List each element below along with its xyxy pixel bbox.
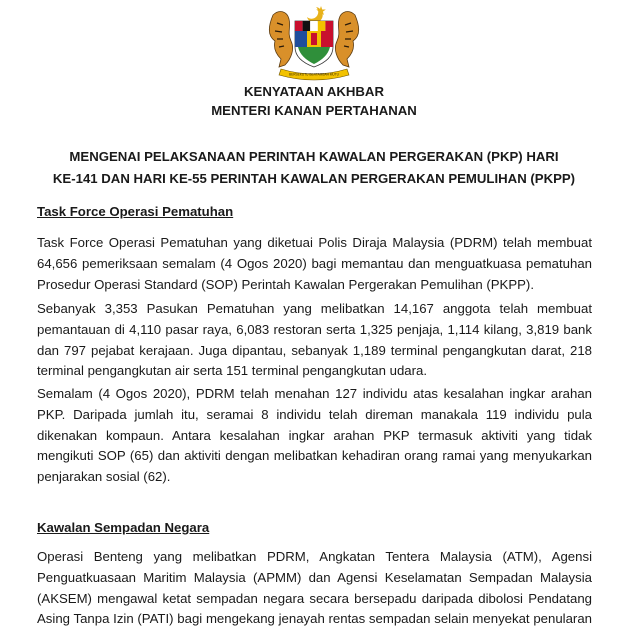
paragraph-2: Sebanyak 3,353 Pasukan Pematuhan yang melibatkan 14,167 anggota telah membuat pemantauan di 4,110 pasar raya, 6,083 restoran serta 1,325 penjaja, 1,114 kilang, 3,819 bank dan 797 pejabat kerajaan. Juga dipantau, sebanyak 1,189 terminal pengangkutan darat, 218 terminal pengangkutan air serta 151 terminal pengangkutan udara. <box>37 301 592 379</box>
subject-line-1: MENGENAI PELAKSANAAN PERINTAH KAWALAN PERGERAKAN (PKP) HARI <box>69 149 559 164</box>
paragraph-1: Task Force Operasi Pematuhan yang diketuai Polis Diraja Malaysia (PDRM) telah membuat 64,656 pemeriksaan semalam (4 Ogos 2020) bagi memantau dan menguatkuasa pematuhan Prosedur Operasi Standard (SOP) Perintah Kawalan Pergerakan Pemulihan (PKPP). <box>37 235 592 292</box>
paragraph-3: Semalam (4 Ogos 2020), PDRM telah menahan 127 individu atas kesalahan ingkar arahan PKP. Daripada jumlah itu, seramai 8 individu telah direman manakala 119 individu pula dikenakan kompaun. Antara kesalahan ingkar arahan PKP termasuk aktiviti yang tidak mengikuti SOP (65) dan aktiviti dengan melibatkan kehadiran orang ramai yang menyukarkan penjarakan sosial (62). <box>37 386 592 485</box>
press-release-label: KENYATAAN AKHBAR <box>244 84 384 99</box>
subject-line-2: KE-141 DAN HARI KE-55 PERINTAH KAWALAN PERGERAKAN PEMULIHAN (PKPP) <box>52 171 576 186</box>
crest-motto: BERSEKUTU BERTAMBAH MUTU <box>288 72 340 77</box>
section-heading-border-control: Kawalan Sempadan Negara <box>37 520 210 535</box>
malaysia-coat-of-arms-icon <box>267 3 361 81</box>
section-heading-task-force: Task Force Operasi Pematuhan <box>37 204 234 219</box>
paragraph-4: Operasi Benteng yang melibatkan PDRM, Angkatan Tentera Malaysia (ATM), Agensi Penguatkuasaan Maritim Malaysia (APMM) dan Agensi Keselamatan Sempadan Malaysia (AKSEM) mengawal ketat sempadan negara secara bersepadu daripada dibolosi Pendatang Asing Tanpa Izin (PATI) bagi mengekang jenayah rentas sempadan selain menyekat penularan <box>37 549 592 627</box>
minister-title: MENTERI KANAN PERTAHANAN <box>211 103 417 118</box>
